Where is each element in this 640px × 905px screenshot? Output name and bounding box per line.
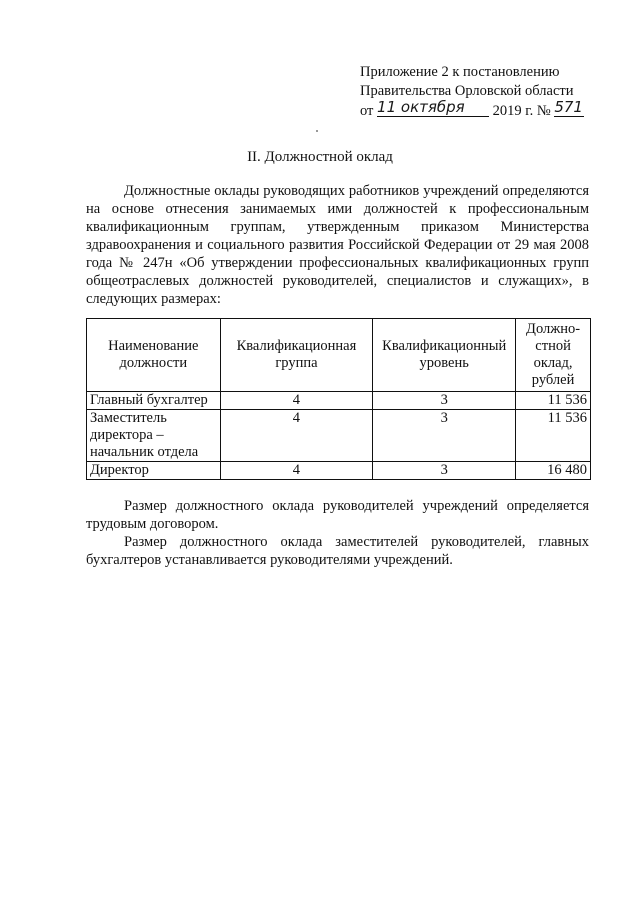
number-line	[554, 98, 584, 117]
cell-group: 4	[220, 392, 373, 410]
table-row	[87, 392, 591, 410]
appendix-line-1: Приложение 2 к постановлению	[360, 64, 560, 80]
cell-position: Главный бухгалтер	[87, 392, 221, 410]
paragraph-employment-contract	[86, 497, 589, 533]
date-line	[377, 98, 489, 117]
para2-text: Размер должностного оклада руководителей учреждений определяется трудовым договором.	[86, 498, 589, 532]
cell-salary: 11 536	[516, 410, 591, 462]
appendix-header	[360, 63, 590, 121]
header-level: Квалификационный уровень	[373, 319, 516, 392]
intro-paragraph	[86, 182, 589, 308]
table-row	[87, 462, 591, 480]
appendix-from: от	[360, 103, 374, 119]
section-title: II. Должностной оклад	[247, 149, 393, 165]
paragraph-deputies	[86, 533, 589, 569]
cell-position: Заместитель директора – начальник отдела	[87, 410, 221, 462]
cell-level: 3	[373, 410, 516, 462]
handwritten-number: 571	[554, 98, 583, 116]
cell-salary: 11 536	[516, 392, 591, 410]
scan-speck	[316, 130, 318, 132]
cell-salary: 16 480	[516, 462, 591, 480]
handwritten-date: 11 октября	[377, 98, 465, 116]
cell-position: Директор	[87, 462, 221, 480]
header-group: Квалификационная группа	[220, 319, 373, 392]
appendix-line-2: Правительства Орловской области	[360, 83, 574, 99]
table-row	[87, 410, 591, 462]
cell-group: 4	[220, 410, 373, 462]
header-salary: Должно- стной оклад, рублей	[516, 319, 591, 392]
cell-level: 3	[373, 392, 516, 410]
cell-level: 3	[373, 462, 516, 480]
header-position: Наименование должности	[87, 319, 221, 392]
appendix-year: 2019 г. №	[492, 103, 551, 119]
appendix-line-3	[360, 98, 590, 121]
para3-text: Размер должностного оклада заместителей руководителей, главных бухгалтеров устанавливается руководителями учреждений.	[86, 534, 589, 568]
intro-text: Должностные оклады руководящих работников учреждений определяются на основе отнесения занимаемых ими должностей к профессиональным квалификационным группам, утвержденным приказом Министерства здравоохранения и социального развития Российской Федерации от 29 мая 2008 года № 247н «Об утверждении профессиональных квалификационных групп общеотраслевых должностей руководителей, специалистов и служащих», в следующих размерах:	[86, 183, 589, 307]
salary-table	[86, 318, 591, 480]
cell-group: 4	[220, 462, 373, 480]
table-header-row	[87, 319, 591, 392]
